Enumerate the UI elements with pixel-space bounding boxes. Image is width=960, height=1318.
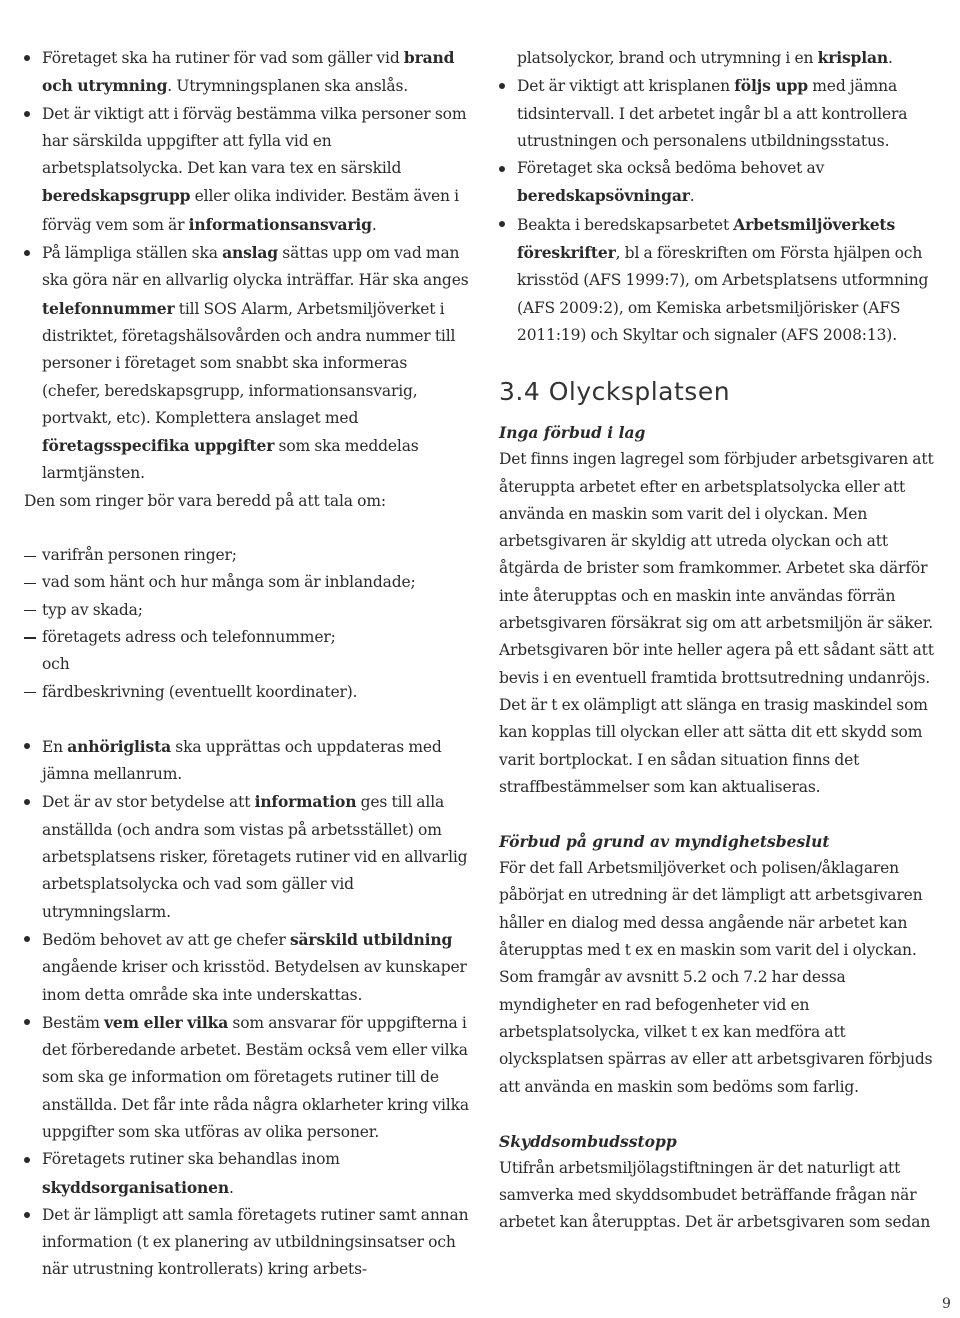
bold-term: vem eller vilka <box>104 1012 229 1032</box>
text-run: . <box>887 49 893 67</box>
list-item <box>24 1146 469 1202</box>
text-run: En <box>42 737 68 756</box>
text-run: Beakta i beredskapsarbetet <box>517 215 734 234</box>
text-run: ska upprättas och uppdateras med jämna mellanrum. <box>42 737 442 784</box>
list-item <box>24 733 469 789</box>
text-run: platsolyckor, brand och utrymning i en <box>517 49 818 67</box>
bold-term: beredskapsgrupp <box>42 186 191 206</box>
text-run: Företaget ska ha rutiner för vad som gäller vid <box>42 49 404 67</box>
bold-term: anhöriglista <box>67 736 171 756</box>
bullet-list-3 <box>499 72 944 349</box>
text-run: Det är viktigt att i förväg bestämma vilka personer som har särskilda uppgifter att fylla vid en arbetsplatsolycka. Det kan vara tex en särskild <box>42 104 467 178</box>
text-run: . <box>228 1178 234 1197</box>
subsection-text: Det finns ingen lagregel som förbjuder arbetsgivaren att återuppta arbetet efter en arbetsplatsolycka eller att använda en maskin som varit del i olyckan. Men arbetsgivaren är skyldig att utreda olyckan och att åtgärda de brister som framkommer. Arbetet ska därför inte återupptas och en maskin inte användas förrän arbetsgivaren försäkrat sig om att arbetsmiljön är säker. Arbetsgivaren bör inte heller agera på ett sådant sätt att bevis i en eventuell framtida brottsutredning undanröjs. Det är t ex olämpligt att slänga en trasig maskindel som kan kopplas till olyckan eller att sätta dit ett skydd som varit bortplockat. I en sådan situation finns det straffbestämmelser som kan aktualiseras. <box>499 450 934 796</box>
bold-term: särskild utbildning <box>289 929 453 949</box>
list-item <box>24 101 469 239</box>
text-run: Det är viktigt att krisplanen <box>517 77 735 96</box>
bold-term: anslag <box>222 243 278 263</box>
text-run: sättas upp om vad man ska göra när en allvarlig olycka inträffar. Här ska anges <box>42 244 469 290</box>
list-item: färdbeskrivning (eventuellt koordinater). <box>24 679 469 706</box>
list-item <box>24 44 469 101</box>
right-column <box>499 44 944 1237</box>
text-run: . <box>689 187 695 206</box>
bold-term: krisplan <box>817 48 888 67</box>
subsection-heading: Förbud på grund av myndighetsbeslut <box>499 832 830 852</box>
list-item <box>499 72 944 155</box>
subsection-heading: Skyddsombudsstopp <box>499 1131 677 1151</box>
list-item: vad som hänt och hur många som är inblandade; <box>24 569 469 596</box>
list-item: och <box>42 655 70 674</box>
list-item <box>24 1202 469 1284</box>
left-column <box>24 44 469 1284</box>
subsection-text: Utifrån arbetsmiljölagstiftningen är det naturligt att samverka med skyddsombudet beträffande frågan när arbetet kan återupptas. Det är arbetsgivaren som sedan <box>499 1158 931 1232</box>
text-run: med jämna tidsintervall. I det arbetet ingår bl a att kontrollera utrustningen och personalens utbildningsstatus. <box>517 77 908 150</box>
text-run: , bl a föreskriften om Första hjälpen och krisstöd (AFS 1999:7), om Arbetsplatsens utformning (AFS 2009:2), om Kemiska arbetsmiljörisker (AFS 2011:19) och Skyltar och signaler (AFS 2008:13). <box>517 244 929 344</box>
text-run: Företaget ska också bedöma behovet av <box>517 159 825 178</box>
bold-term: information <box>254 792 357 812</box>
subsection-text: För det fall Arbetsmiljöverket och polisen/åklagaren påbörjat en utredning är det lämpligt att arbetsgivaren håller en dialog med dessa angående när arbetet kan återupptas med t ex en maskin som varit del i olyckan. Som framgår av avsnitt 5.2 och 7.2 har dessa myndigheter en rad befogenheter vid en arbetsplatsolycka, vilket t ex kan medföra att olycksplatsen spärras av eller att arbetsgivaren förbjuds att använda en maskin som bedöms som farlig. <box>499 859 933 1096</box>
text-run: . Utrymningsplanen ska anslås. <box>167 77 409 96</box>
bold-term: företagsspecifika uppgifter <box>42 436 275 456</box>
text-run: ges till alla anställda (och andra som vistas på arbetsstället) om arbetsplatsens risker, företagets rutiner vid en allvarlig arbetsplatsolycka och vad som gäller vid utrymningslarm. <box>42 793 468 921</box>
text-run: Företagets rutiner ska behandlas inom <box>42 1150 340 1169</box>
text-run: som ska meddelas larmtjänsten. <box>42 437 419 483</box>
bold-term: brand och utrymning <box>42 48 455 96</box>
list-item <box>24 788 469 925</box>
list-item <box>24 1009 469 1146</box>
list-item <box>24 926 469 1009</box>
list-item <box>24 239 469 488</box>
text-run: Det är av stor betydelse att <box>42 793 255 812</box>
text-run: Det är lämpligt att samla företagets rutiner samt annan information (t ex planering av utbildningsinsatser och när utrustning kontrollerats) kring arbets- <box>42 1205 469 1279</box>
section-title: 3.4 Olycksplatsen <box>499 377 731 407</box>
bullet-list-2 <box>24 733 469 1284</box>
text-run: som ansvarar för uppgifterna i det förberedande arbetet. Bestäm också vem eller vilka som ska ge information om företagets rutiner till de anställda. Det får inte råda några oklarheter kring vilka uppgifter som ska utföras av olika personer. <box>42 1013 469 1141</box>
bullet-list-1 <box>24 44 469 488</box>
bold-term: följs upp <box>734 76 808 96</box>
text-run: Bestäm <box>42 1013 105 1032</box>
bold-term: telefonnummer <box>42 298 175 318</box>
list-item: varifrån personen ringer; <box>24 542 469 569</box>
continued-text <box>499 44 944 72</box>
list-item <box>499 211 944 349</box>
bold-term: skyddsorganisationen <box>42 1177 229 1197</box>
list-item <box>499 155 944 211</box>
bold-term: beredskapsövningar <box>517 186 690 206</box>
text-run: eller olika individer. Bestäm även i förväg vem som är <box>42 187 459 234</box>
text-run: till SOS Alarm, Arbetsmiljöverket i distriktet, företagshälsovården och andra nummer till personer i företaget som snabbt ska informeras (chefer, beredskapsgrupp, informationsansvarig, portvakt, etc). Komplettera anslaget med <box>42 299 456 427</box>
bold-term: Arbetsmiljöverkets föreskrifter <box>517 214 896 263</box>
text-run: På lämpliga ställen ska <box>42 244 223 263</box>
text-run: Bedöm behovet av att ge chefer <box>42 930 290 949</box>
list-item: typ av skada; <box>24 597 469 624</box>
bold-term: informationsansvarig <box>188 214 372 234</box>
subsection-heading: Inga förbud i lag <box>499 423 646 443</box>
page-number: 9 <box>942 1296 951 1312</box>
text-run: . <box>371 215 377 234</box>
caller-list <box>24 542 469 706</box>
caller-intro: Den som ringer bör vara beredd på att tala om: <box>24 491 386 510</box>
list-item: företagets adress och telefonnummer; <box>24 624 469 651</box>
text-run: angående kriser och krisstöd. Betydelsen av kunskaper inom detta område ska inte underskattas. <box>42 958 467 1004</box>
